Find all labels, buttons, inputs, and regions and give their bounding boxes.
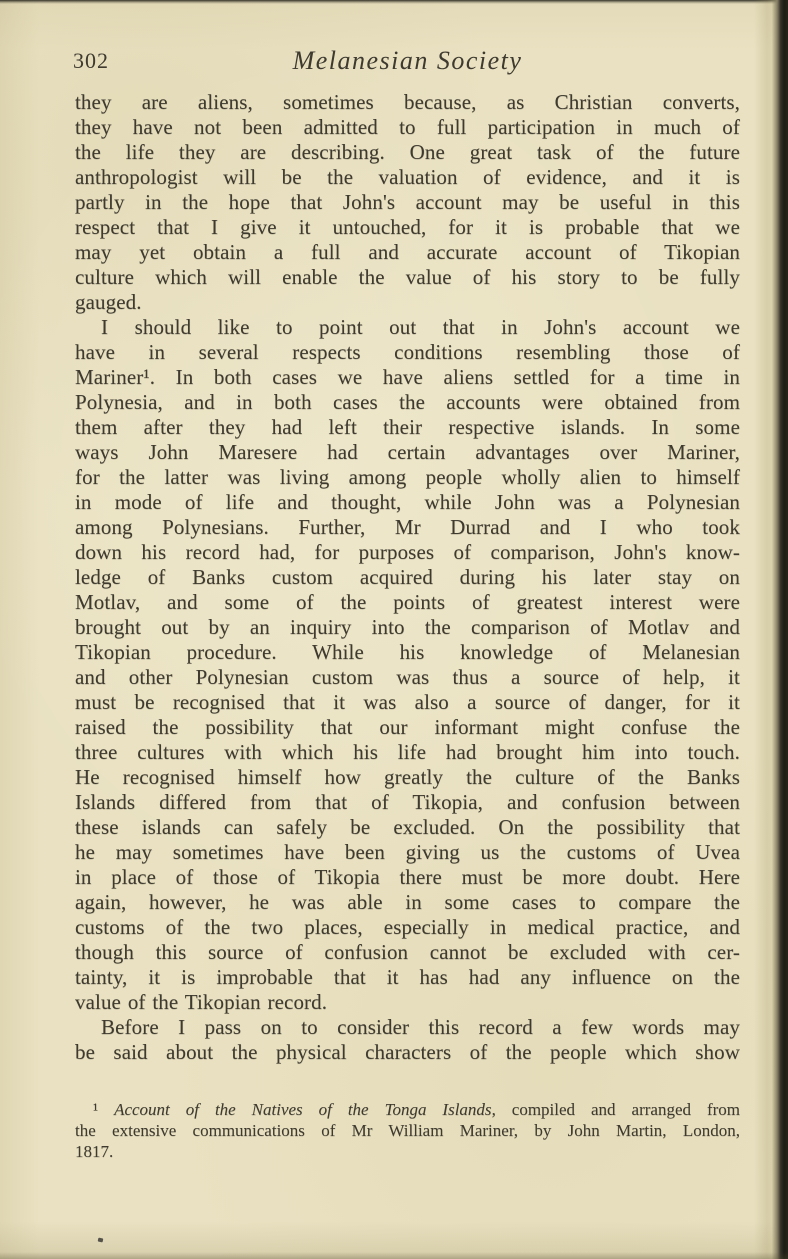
body-text bbox=[75, 90, 740, 1065]
scan-bottom-edge bbox=[0, 1252, 788, 1259]
body-text-line: they are aliens, sometimes because, as Christian converts, bbox=[75, 90, 740, 114]
body-text-line: down his record had, for purposes of comparison, John's know- bbox=[75, 540, 740, 564]
body-text-line: again, however, he was able in some cases to compare the bbox=[75, 890, 740, 914]
body-text-line: Mariner¹. In both cases we have aliens settled for a time in bbox=[75, 365, 740, 389]
footnote-line: the extensive communications of Mr William Mariner, by John Martin, London, bbox=[75, 1121, 740, 1140]
scan-speck bbox=[98, 1238, 104, 1243]
body-text-line: raised the possibility that our informant might confuse the bbox=[75, 715, 740, 739]
body-text-line: brought out by an inquiry into the comparison of Motlav and bbox=[75, 615, 740, 639]
body-text-line: gauged. bbox=[75, 290, 142, 314]
body-text-line: have in several respects conditions resembling those of bbox=[75, 340, 740, 364]
body-text-line: Motlav, and some of the points of greatest interest were bbox=[75, 590, 740, 614]
running-head-title: Melanesian Society bbox=[292, 46, 523, 75]
body-text-line: for the latter was living among people wholly alien to himself bbox=[75, 465, 740, 489]
book-gutter-shadow bbox=[754, 0, 788, 1259]
body-text-line: anthropologist will be the valuation of evidence, and it is bbox=[75, 165, 740, 189]
body-text-line: three cultures with which his life had brought him into touch. bbox=[75, 740, 740, 764]
body-text-line: I should like to point out that in John's account we bbox=[101, 315, 740, 339]
footnote-text: , compiled and arranged from bbox=[491, 1100, 741, 1119]
page-number: 302 bbox=[73, 48, 109, 73]
footnote-line bbox=[75, 1099, 740, 1120]
body-text-line: must be recognised that it was also a source of danger, for it bbox=[75, 690, 740, 714]
body-text-line: partly in the hope that John's account may be useful in this bbox=[75, 190, 740, 214]
body-text-line: ledge of Banks custom acquired during his later stay on bbox=[75, 565, 740, 589]
footnote-line: 1817. bbox=[75, 1142, 114, 1161]
body-text-line: among Polynesians. Further, Mr Durrad and I who took bbox=[75, 515, 740, 539]
body-text-line: ways John Maresere had certain advantages over Mariner, bbox=[75, 440, 740, 464]
body-text-line: customs of the two places, especially in medical practice, and bbox=[75, 915, 740, 939]
body-text-line: though this source of confusion cannot be excluded with cer- bbox=[75, 940, 740, 964]
body-text-line: Before I pass on to consider this record a few words may bbox=[101, 1015, 740, 1039]
body-text-line: Tikopian procedure. While his knowledge of Melanesian bbox=[75, 640, 740, 664]
body-text-line: these islands can safely be excluded. On the possibility that bbox=[75, 815, 740, 839]
body-text-line: them after they had left their respective islands. In some bbox=[75, 415, 740, 439]
body-text-line: may yet obtain a full and accurate account of Tikopian bbox=[75, 240, 740, 264]
body-text-line: Islands differed from that of Tikopia, and confusion between bbox=[75, 790, 740, 814]
body-text-line: culture which will enable the value of his story to be fully bbox=[75, 265, 740, 289]
running-header bbox=[75, 44, 740, 78]
text-column bbox=[75, 44, 740, 1162]
scan-top-edge bbox=[0, 0, 788, 4]
body-text-line: respect that I give it untouched, for it is probable that we bbox=[75, 215, 740, 239]
body-text-line: He recognised himself how greatly the culture of the Banks bbox=[75, 765, 740, 789]
body-text-line: they have not been admitted to full participation in much of bbox=[75, 115, 740, 139]
body-text-line: in mode of life and thought, while John was a Polynesian bbox=[75, 490, 740, 514]
body-text-line: Polynesia, and in both cases the accounts were obtained from bbox=[75, 390, 740, 414]
body-text-line: the life they are describing. One great task of the future bbox=[75, 140, 740, 164]
footnote bbox=[75, 1099, 740, 1162]
body-text-line: value of the Tikopian record. bbox=[75, 990, 328, 1014]
body-text-line: he may sometimes have been giving us the customs of Uvea bbox=[75, 840, 740, 864]
footnote-text: ¹ bbox=[93, 1100, 115, 1119]
body-text-line: in place of those of Tikopia there must be more doubt. Here bbox=[75, 865, 740, 889]
body-text-line: be said about the physical characters of the people which show bbox=[75, 1040, 740, 1064]
body-text-line: tainty, it is improbable that it has had any influence on the bbox=[75, 965, 740, 989]
body-text-line: and other Polynesian custom was thus a source of help, it bbox=[75, 665, 740, 689]
footnote-work-title: Account of the Natives of the Tonga Islands bbox=[114, 1100, 492, 1119]
